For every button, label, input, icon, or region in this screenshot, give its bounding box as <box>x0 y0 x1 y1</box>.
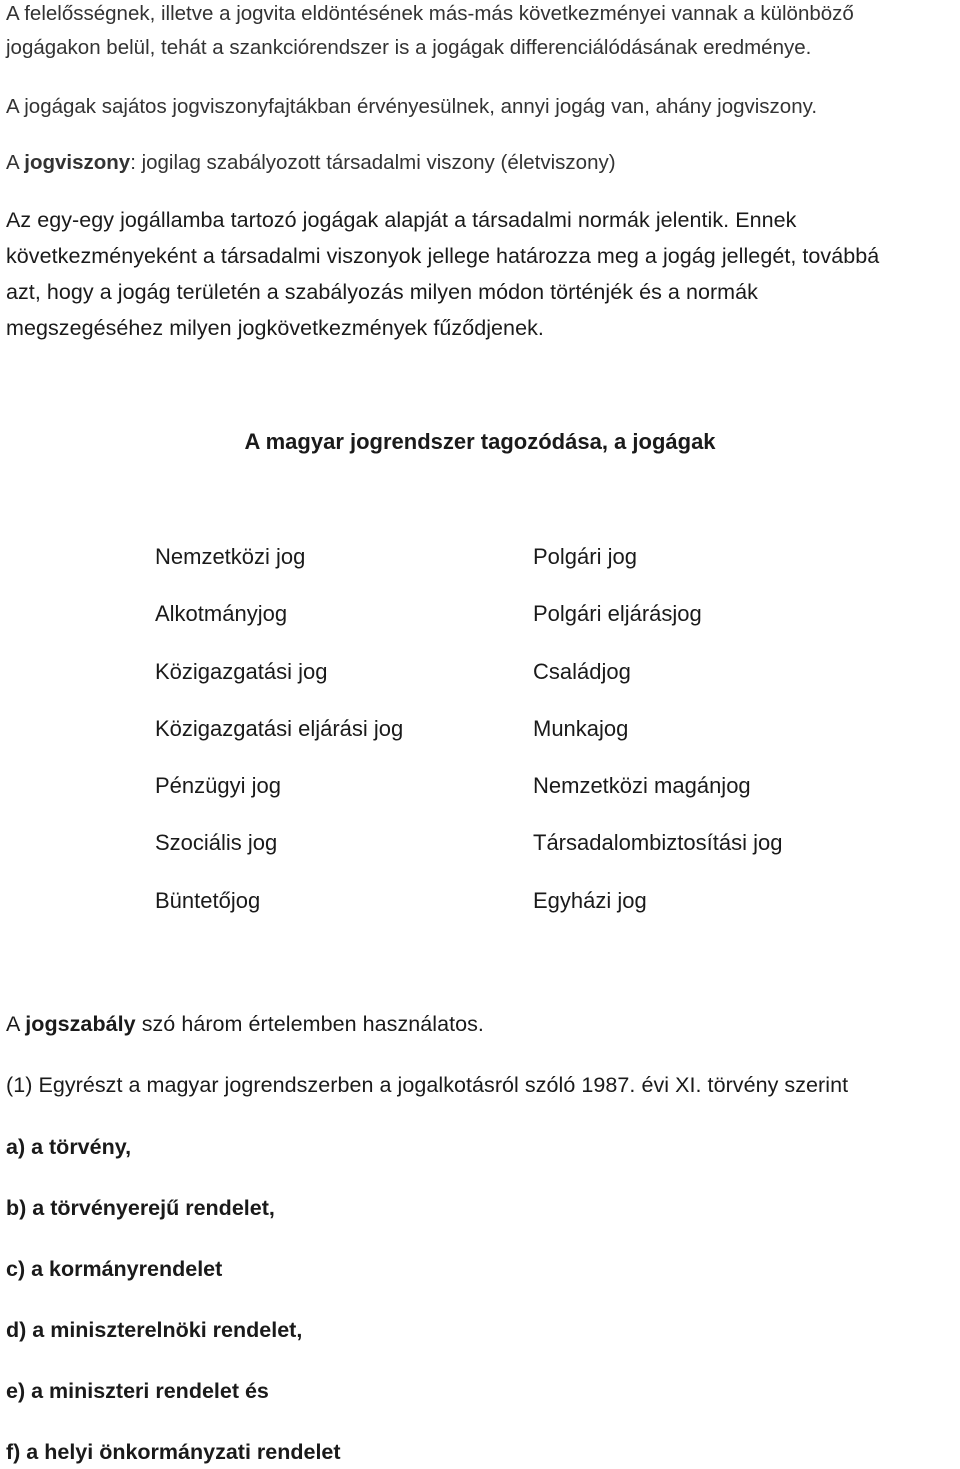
term-jogszabaly: jogszabály <box>25 1012 136 1036</box>
list-item: Polgári eljárásjog <box>533 601 702 627</box>
list-item: Nemzetközi magánjog <box>533 773 751 799</box>
source-item-e: e) a miniszteri rendelet és <box>6 1379 269 1403</box>
list-item: Közigazgatási eljárási jog <box>155 715 404 741</box>
list-item: Büntetőjog <box>155 887 261 913</box>
intro-line-4 <box>6 150 616 176</box>
list-item: Egyházi jog <box>533 887 647 913</box>
source-item-a: a) a törvény, <box>6 1135 132 1159</box>
list-item: Közigazgatási jog <box>155 658 328 684</box>
source-item-d: d) a miniszterelnöki rendelet, <box>6 1318 303 1342</box>
source-item-f: f) a helyi önkormányzati rendelet <box>6 1440 341 1464</box>
jogszabaly-intro <box>6 1011 484 1037</box>
intro-line-1: A felelősségnek, illetve a jogvita eldöntésének más-más következményei vannak a különböző <box>6 2 854 25</box>
source-item-c: c) a kormányrendelet <box>6 1257 223 1281</box>
paragraph-line-2: következményeként a társadalmi viszonyok jellege határozza meg a jogág jellegét, továbbá <box>6 244 880 268</box>
intro-line-3: A jogágak sajátos jogviszonyfajtákban érvényesülnek, annyi jogág van, ahány jogviszony. <box>6 95 818 118</box>
list-item: Társadalombiztosítási jog <box>533 830 783 856</box>
list-item: Polgári jog <box>533 544 637 569</box>
paragraph-line-4: megszegéséhez milyen jogkövetkezmények fűződjenek. <box>6 316 544 340</box>
jogszabaly-point-1: (1) Egyrészt a magyar jogrendszerben a jogalkotásról szóló 1987. évi XI. törvény szerint <box>6 1073 849 1097</box>
branches-right-column <box>533 542 782 943</box>
paragraph-line-3: azt, hogy a jogág területén a szabályozás milyen módon történjék és a normák <box>6 280 758 304</box>
list-item: Pénzügyi jog <box>155 773 281 799</box>
jogszabaly-prefix: A <box>6 1012 26 1036</box>
list-item: Családjog <box>533 658 631 684</box>
jogszabaly-rest: szó három értelemben használatos. <box>135 1012 484 1036</box>
list-item: Alkotmányjog <box>155 601 288 627</box>
intro-line-4-prefix: A <box>6 151 25 174</box>
source-item-b: b) a törvényerejű rendelet, <box>6 1196 275 1220</box>
list-item: Munkajog <box>533 715 629 741</box>
list-item: Nemzetközi jog <box>155 544 306 569</box>
term-jogviszony: jogviszony <box>24 151 131 174</box>
paragraph-line-1: Az egy-egy jogállamba tartozó jogágak alapját a társadalmi normák jelentik. Ennek <box>6 208 797 232</box>
intro-line-4-rest: : jogilag szabályozott társadalmi viszony (életviszony) <box>130 151 616 174</box>
section-heading: A magyar jogrendszer tagozódása, a jogágak <box>244 429 716 454</box>
list-item: Szociális jog <box>155 830 278 856</box>
intro-line-2: jogágakon belül, tehát a szankciórendszer is a jogágak differenciálódásának eredménye. <box>6 36 812 59</box>
branches-left-column <box>155 542 403 943</box>
